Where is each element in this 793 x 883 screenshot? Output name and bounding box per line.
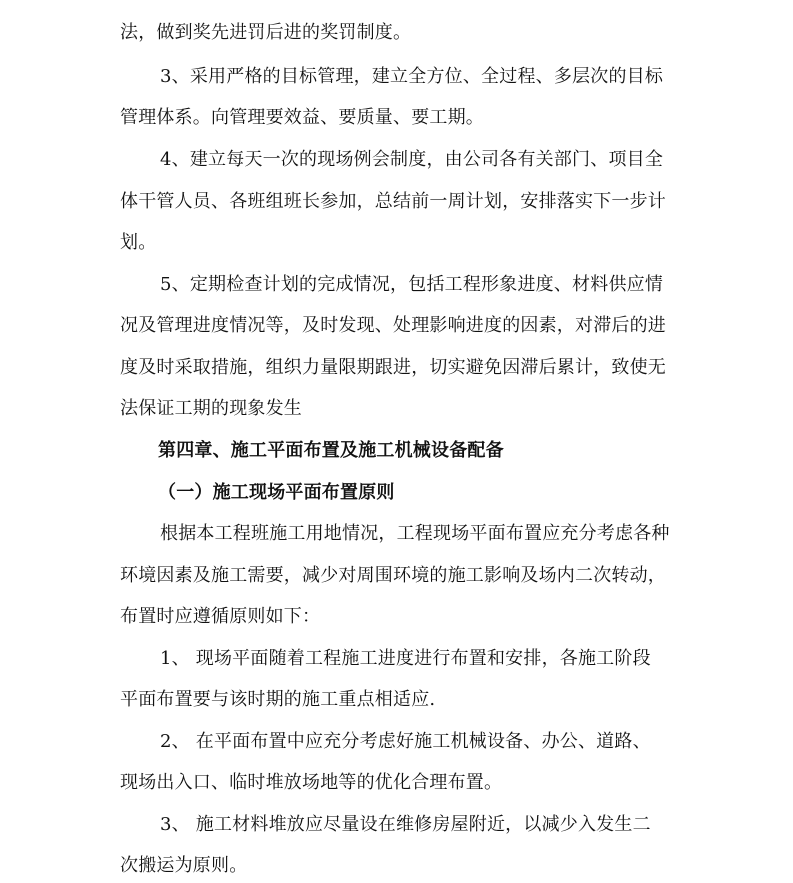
text-line: 5、定期检查计划的完成情况，包括工程形象进度、材料供应情	[160, 274, 664, 295]
text-line: 4、建立每天一次的现场例会制度，由公司各有关部门、项目全	[160, 149, 664, 170]
text-line: 3、采用严格的目标管理，建立全方位、全过程、多层次的目标	[160, 66, 664, 87]
section-heading: （一）施工现场平面布置原则	[158, 482, 395, 503]
list-item-line: 1、 现场平面随着工程施工进度进行布置和安排，各施工阶段	[160, 648, 651, 669]
text-line: 法保证工期的现象发生	[120, 398, 302, 419]
chapter-heading: 第四章、施工平面布置及施工机械设备配备	[158, 440, 504, 461]
text-line: 体干管人员、各班组班长参加，总结前一周计划，安排落实下一步计	[120, 191, 666, 212]
text-line: 度及时采取措施，组织力量限期跟进，切实避免因滞后累计，致使无	[120, 357, 666, 378]
text-line: 布置时应遵循原则如下：	[120, 606, 321, 627]
text-line: 平面布置要与该时期的施工重点相适应.	[120, 689, 436, 710]
text-line: 管理体系。向管理要效益、要质量、要工期。	[120, 107, 484, 128]
text-line: 现场出入口、临时堆放场地等的优化合理布置。	[120, 772, 503, 793]
list-item-line: 2、 在平面布置中应充分考虑好施工机械设备、办公、道路、	[160, 731, 651, 752]
text-line: 法，做到奖先进罚后进的奖罚制度。	[120, 22, 412, 43]
text-line: 况及管理进度情况等，及时发现、处理影响进度的因素，对滞后的进	[120, 315, 666, 336]
list-item-line: 3、 施工材料堆放应尽量设在维修房屋附近，以减少入发生二	[160, 814, 651, 835]
text-line: 根据本工程班施工用地情况，工程现场平面布置应充分考虑各种	[160, 523, 670, 544]
text-line: 划。	[120, 232, 157, 253]
text-line: 次搬运为原则。	[120, 855, 248, 876]
text-line: 环境因素及施工需要，减少对周围环境的施工影响及场内二次转动，	[120, 565, 666, 586]
